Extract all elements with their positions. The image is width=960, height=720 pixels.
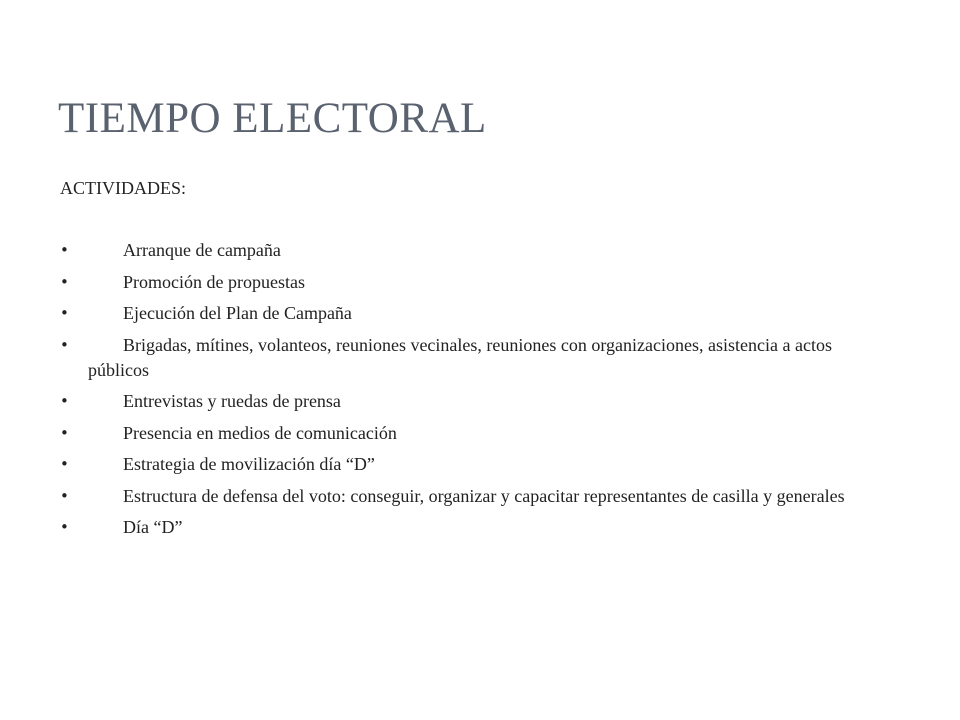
bullet-icon: •: [60, 518, 69, 536]
list-item: [60, 301, 860, 326]
bullet-icon: •: [60, 486, 69, 505]
list-item: [60, 452, 860, 477]
list-item-text: Estrategia de movilización día “D”: [123, 454, 375, 474]
bullet-icon: •: [60, 455, 69, 473]
list-item: [60, 270, 860, 295]
list-item: [60, 515, 860, 540]
list-item-text: Entrevistas y ruedas de prensa: [123, 391, 341, 411]
list-item: [60, 389, 860, 414]
bullet-icon: •: [60, 335, 69, 354]
bullet-icon: •: [60, 304, 69, 322]
list-item: [60, 421, 860, 446]
list-item-text: Promoción de propuestas: [123, 271, 305, 292]
list-item: [60, 484, 860, 509]
list-item: [60, 238, 860, 263]
activities-list: [60, 238, 860, 547]
bullet-icon: •: [60, 272, 69, 291]
list-item-text: Presencia en medios de comunicación: [123, 422, 397, 443]
slide-title: TIEMPO ELECTORAL: [58, 95, 487, 142]
list-item-text: Brigadas, mítines, volanteos, reuniones vecinales, reuniones con organizaciones, asistencia a actos públicos: [88, 334, 832, 380]
bullet-icon: •: [60, 241, 69, 259]
bullet-icon: •: [60, 423, 69, 442]
bullet-icon: •: [60, 392, 69, 410]
list-item-text: Ejecución del Plan de Campaña: [123, 303, 352, 323]
list-item: [60, 333, 860, 383]
activities-heading: ACTIVIDADES:: [60, 178, 186, 198]
list-item-text: Día “D”: [123, 517, 183, 537]
list-item-text: Arranque de campaña: [123, 240, 281, 260]
list-item-text: Estructura de defensa del voto: conseguir, organizar y capacitar representantes de casilla y generales: [123, 485, 845, 506]
